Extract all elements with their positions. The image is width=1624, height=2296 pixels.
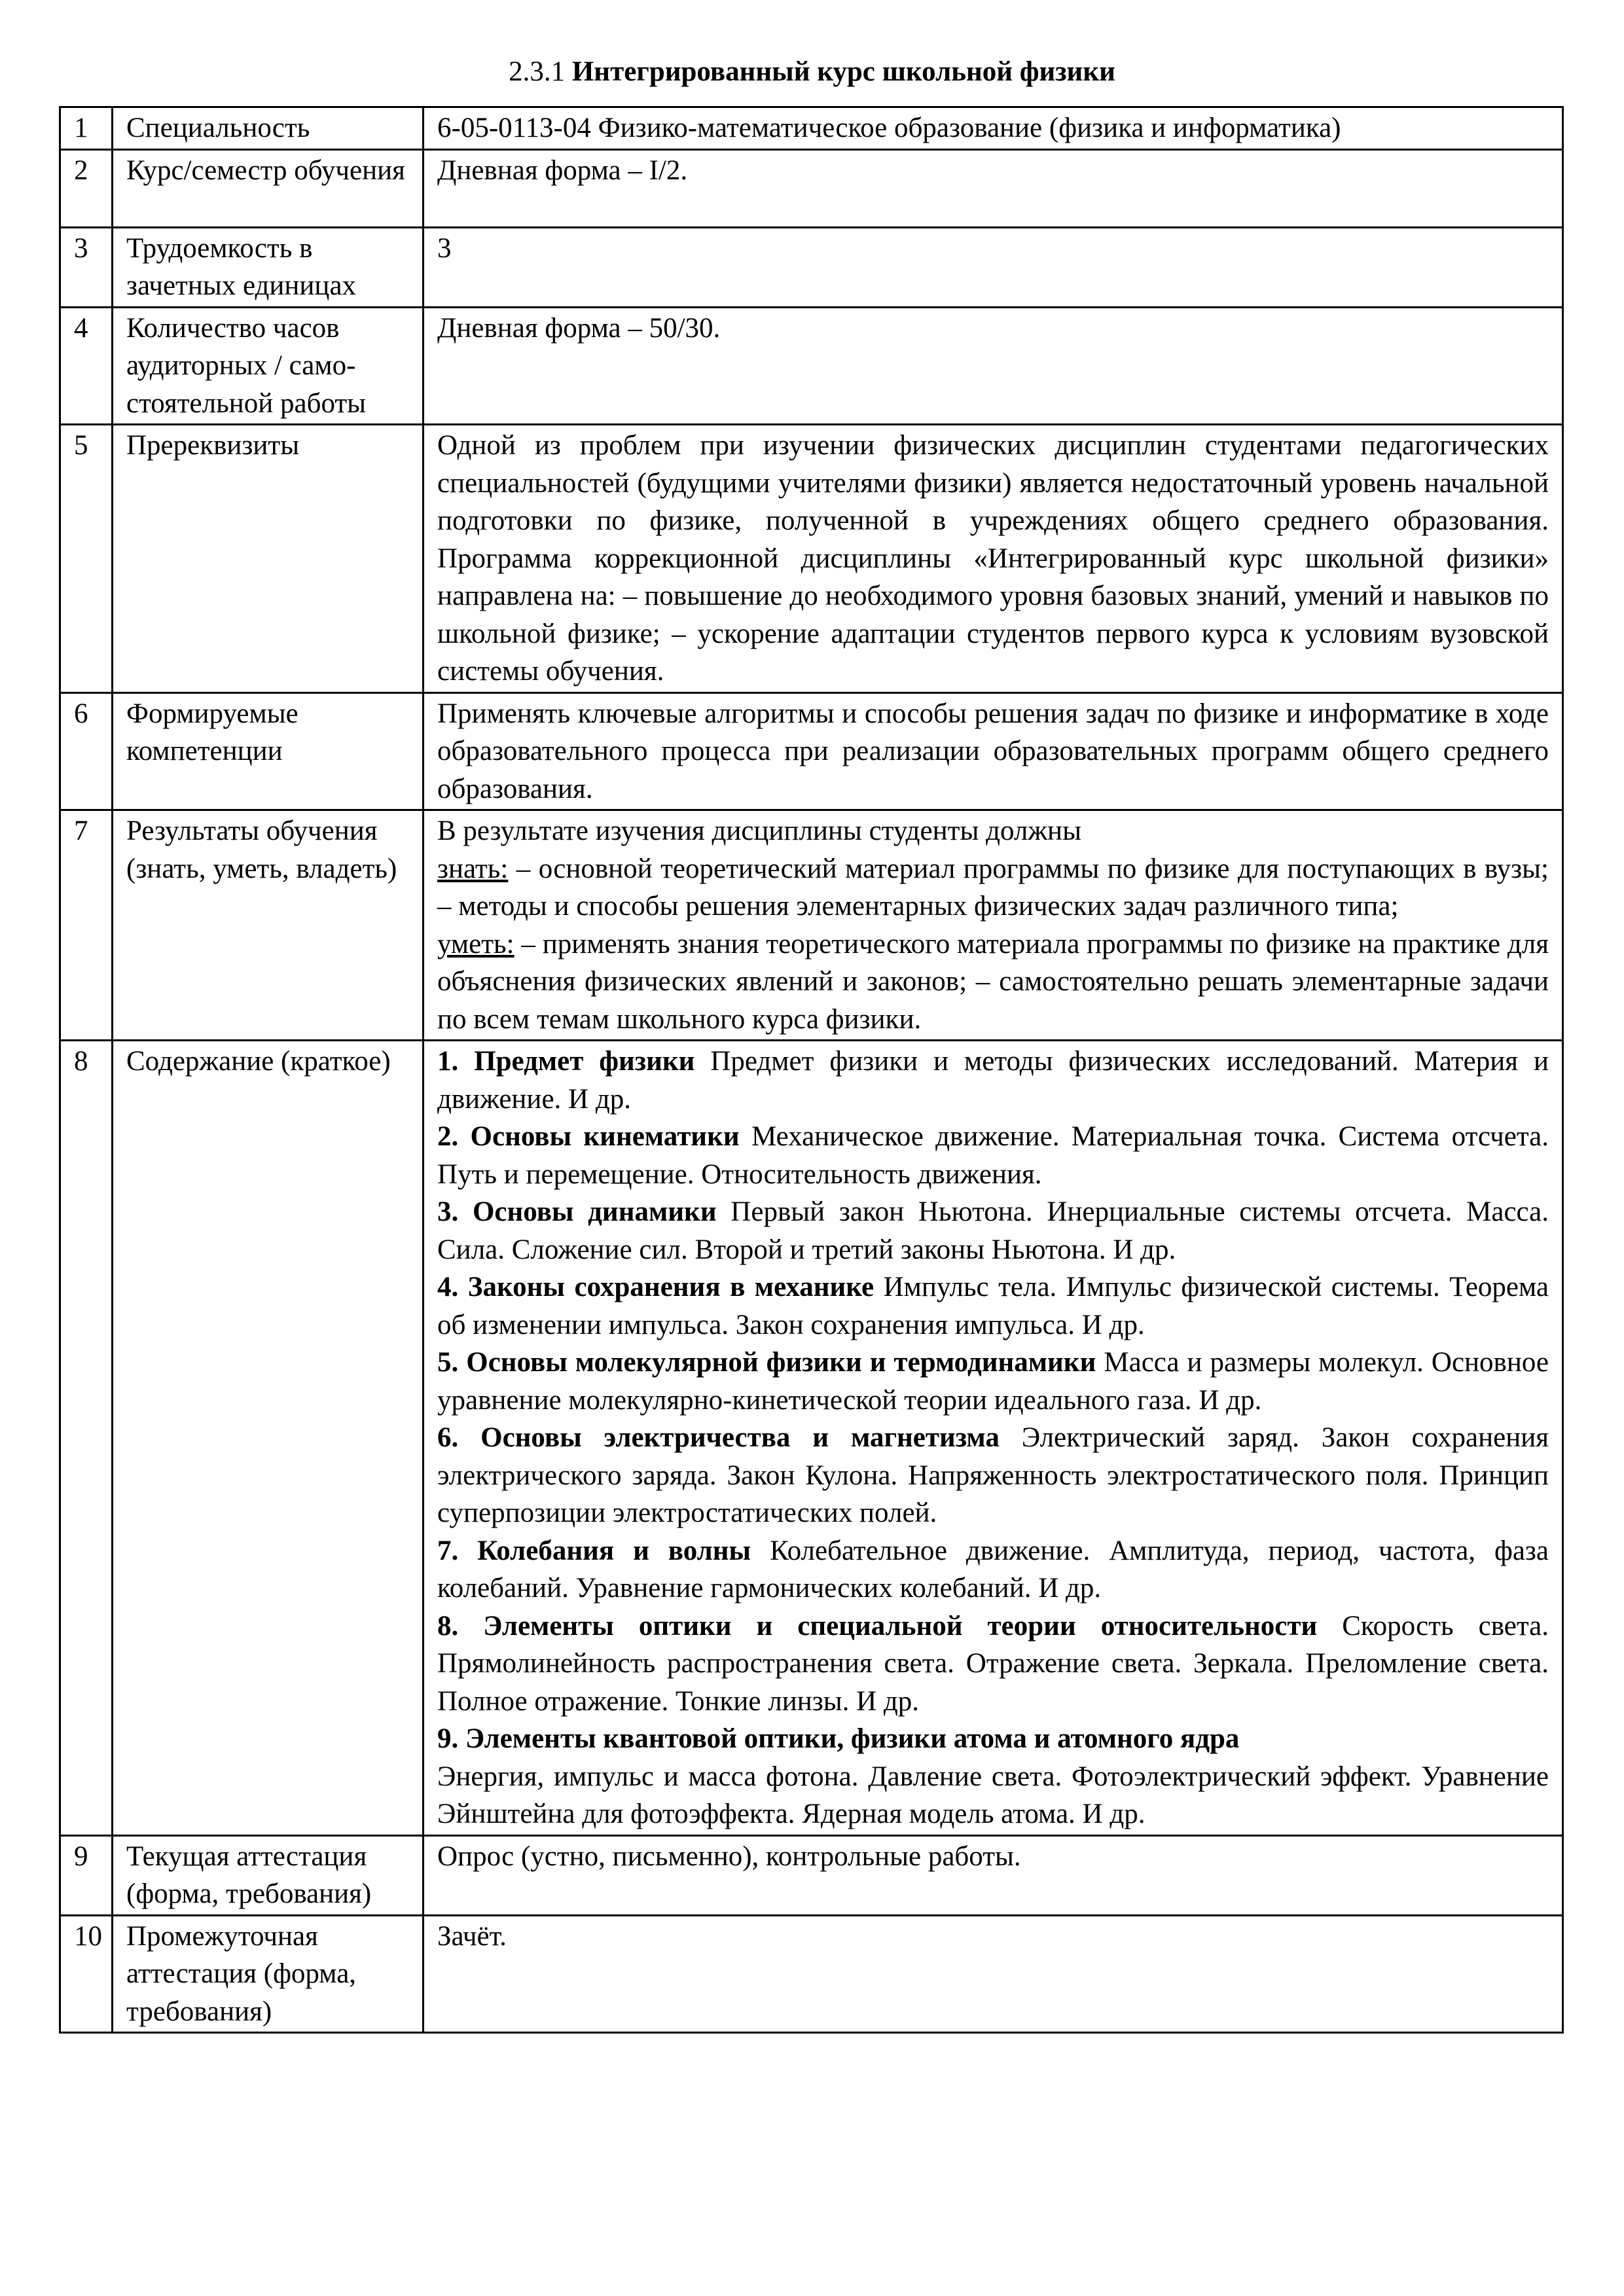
topic-text: Первый закон Ньютона. Инерциальные системы отсчета. Масса. Сила. Сложение сил. Второй и третий законы Ньютона. И др. [437, 1196, 1549, 1265]
content-topic [437, 1419, 1549, 1532]
row-label: Пререквизиты [113, 425, 424, 693]
page-title [0, 54, 1624, 90]
section-number: 2.3.1 [509, 56, 566, 87]
table-row [60, 149, 1563, 227]
content-topic [437, 1193, 1549, 1268]
row-number: 9 [60, 1835, 113, 1915]
outcomes-intro: В результате изучения дисциплины студенты должны [437, 816, 1081, 846]
row-value: Одной из проблем при изучении физических дисциплин студентами педагогических специальностей (будущими учителями физики) является недостаточный уровень начальной подготовки по физике, полученной в учреждениях общего среднего образования. Программа коррекционной дисциплины «Интегрированный курс школьной физики» направлена на: – повышение до необходимого уровня базовых знаний, умений и навыков по школьной физике; – ускорение адаптации студентов первого курса к условиям вузовской системы обучения. [424, 425, 1563, 693]
table-row [60, 107, 1563, 150]
content-topic [437, 1532, 1549, 1607]
content-topic [437, 1043, 1549, 1118]
know-text: – основной теоретический материал программы по физике для поступающих в вузы; – методы и способы решения элементарных физических задач различного типа; [437, 853, 1549, 922]
topic-heading: 7. Колебания и волны [437, 1535, 751, 1566]
topic-heading: 6. Основы электричества и магнетизма [437, 1422, 1000, 1453]
content-topic [437, 1720, 1549, 1833]
topic-text: Масса и размеры молекул. Основное уравнение молекулярно-кинетической теории идеального газа. И др. [437, 1347, 1549, 1416]
row-value: Опрос (устно, письменно), контрольные работы. [424, 1835, 1563, 1915]
row-number: 4 [60, 307, 113, 425]
topic-text: Импульс тела. Импульс физической системы. Теорема об изменении импульса. Закон сохранения импульса. И др. [437, 1272, 1549, 1340]
row-value: Дневная форма – 50/30. [424, 307, 1563, 425]
row-value: 3 [424, 227, 1563, 307]
learning-outcomes [424, 810, 1563, 1041]
row-label: Результаты обучения (знать, уметь, владеть) [113, 810, 424, 1041]
row-label: Текущая аттестация (форма, требования) [113, 1835, 424, 1915]
topic-text: Электрический заряд. Закон сохранения электрического заряда. Закон Кулона. Напряженность электростатического поля. Принцип суперпозиции электростатических полей. [437, 1422, 1549, 1528]
course-content [424, 1041, 1563, 1836]
can-text: – применять знания теоретического материала программы по физике на практике для объяснения физических явлений и законов; – самостоятельно решать элементарные задачи по всем темам школьного курса физики. [437, 928, 1549, 1035]
content-topic [437, 1607, 1549, 1721]
row-value: Применять ключевые алгоритмы и способы решения задач по физике и информатике в ходе образовательного процесса при реализации образовательных программ общего среднего образования. [424, 692, 1563, 810]
row-label: Количество часов аудиторных / само-стоятельной работы [113, 307, 424, 425]
row-number: 1 [60, 107, 113, 150]
content-topic [437, 1268, 1549, 1344]
row-number: 3 [60, 227, 113, 307]
row-label: Трудоемкость в зачетных единицах [113, 227, 424, 307]
topic-heading: 2. Основы кинематики [437, 1121, 740, 1152]
topic-text: Энергия, импульс и масса фотона. Давление света. Фотоэлектрический эффект. Уравнение Эйнштейна для фотоэффекта. Ядерная модель атома. И др. [437, 1761, 1549, 1829]
table-row [60, 1041, 1563, 1836]
row-value: Зачёт. [424, 1915, 1563, 2033]
row-number: 2 [60, 149, 113, 227]
row-label: Содержание (краткое) [113, 1041, 424, 1836]
topic-heading: 4. Законы сохранения в механике [437, 1272, 875, 1302]
table-row [60, 1835, 1563, 1915]
outcomes-can [437, 925, 1549, 1039]
topic-heading: 5. Основы молекулярной физики и термодинамики [437, 1347, 1096, 1378]
row-number: 6 [60, 692, 113, 810]
course-title: Интегрированный курс школьной физики [571, 56, 1115, 87]
row-label: Промежуточная аттестация (форма, требования) [113, 1915, 424, 2033]
row-number: 8 [60, 1041, 113, 1836]
row-label: Специальность [113, 107, 424, 150]
table-row [60, 1915, 1563, 2033]
content-topic [437, 1118, 1549, 1193]
row-number: 5 [60, 425, 113, 693]
table-row [60, 425, 1563, 693]
topic-heading: 9. Элементы квантовой оптики, физики атома и атомного ядра [437, 1723, 1240, 1754]
can-label: уметь: [437, 928, 514, 960]
row-number: 7 [60, 810, 113, 1041]
outcomes-know [437, 850, 1549, 925]
row-label: Формируемые компетенции [113, 692, 424, 810]
topic-text: Колебательное движение. Амплитуда, период, частота, фаза колебаний. Уравнение гармонических колебаний. И др. [437, 1535, 1549, 1604]
topic-heading: 8. Элементы оптики и специальной теории относительности [437, 1610, 1318, 1641]
row-value: Дневная форма – I/2. [424, 149, 1563, 227]
topic-text: Скорость света. Прямолинейность распространения света. Отражение света. Зеркала. Преломление света. Полное отражение. Тонкие линзы. И др. [437, 1610, 1549, 1717]
syllabus-table [59, 106, 1564, 2034]
table-row [60, 810, 1563, 1041]
row-number: 10 [60, 1915, 113, 2033]
topic-text: Предмет физики и методы физических исследований. Материя и движение. И др. [437, 1046, 1549, 1115]
row-label: Курс/семестр обучения [113, 149, 424, 227]
topic-heading: 1. Предмет физики [437, 1046, 695, 1077]
table-row [60, 692, 1563, 810]
table-row [60, 307, 1563, 425]
topic-heading: 3. Основы динамики [437, 1196, 717, 1227]
row-value: 6-05-0113-04 Физико-математическое образование (физика и информатика) [424, 107, 1563, 150]
know-label: знать: [437, 853, 509, 884]
content-topic [437, 1344, 1549, 1419]
topic-text: Механическое движение. Материальная точка. Система отсчета. Путь и перемещение. Относительность движения. [437, 1121, 1549, 1190]
table-row [60, 227, 1563, 307]
